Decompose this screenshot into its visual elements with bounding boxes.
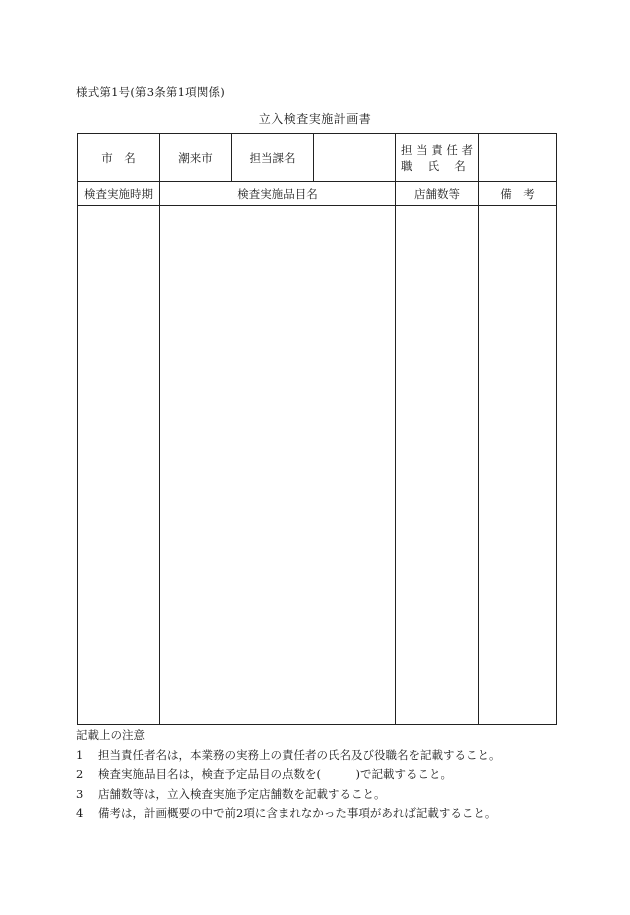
note-item bbox=[76, 746, 501, 766]
note-item bbox=[76, 785, 501, 805]
notes-section bbox=[76, 726, 501, 824]
responsible-value-cell[interactable] bbox=[479, 134, 557, 182]
responsible-label-line2: 職 氏 名 bbox=[400, 158, 466, 173]
note-number: 2 bbox=[76, 767, 84, 781]
col-header-period: 検査実施時期 bbox=[78, 182, 160, 206]
col-header-items: 検査実施品目名 bbox=[160, 182, 396, 206]
inspection-plan-table bbox=[77, 133, 557, 725]
form-number-label: 様式第1号(第3条第1項関係) bbox=[76, 85, 225, 99]
note-item bbox=[76, 765, 501, 785]
remarks-entry-cell[interactable] bbox=[479, 206, 557, 725]
note-number: 3 bbox=[76, 786, 84, 801]
note-number: 1 bbox=[76, 747, 84, 762]
dept-label-cell: 担当課名 bbox=[232, 134, 314, 182]
col-header-stores: 店舗数等 bbox=[396, 182, 479, 206]
responsible-label-line1: 担 当 責 任 者 bbox=[400, 142, 474, 157]
note-item bbox=[76, 804, 501, 824]
stores-entry-cell[interactable] bbox=[396, 206, 479, 725]
city-label-cell: 市 名 bbox=[78, 134, 160, 182]
dept-value-cell[interactable] bbox=[314, 134, 396, 182]
column-header-row bbox=[78, 182, 557, 206]
period-entry-cell[interactable] bbox=[78, 206, 160, 725]
col-header-remarks: 備 考 bbox=[479, 182, 557, 206]
note-number: 4 bbox=[76, 806, 84, 820]
table-header-row bbox=[78, 134, 557, 182]
responsible-label-cell bbox=[396, 134, 479, 182]
items-entry-cell[interactable] bbox=[160, 206, 396, 725]
document-title: 立入検査実施計画書 bbox=[258, 112, 372, 126]
note-text: 店舗数等は，立入検査実施予定店舗数を記載すること。 bbox=[98, 786, 386, 801]
notes-heading: 記載上の注意 bbox=[76, 728, 145, 742]
note-text: 担当責任者名は，本業務の実務上の責任者の氏名及び役職名を記載すること。 bbox=[98, 747, 501, 762]
table-body-row bbox=[78, 206, 557, 725]
city-value-cell[interactable]: 潮来市 bbox=[160, 134, 232, 182]
note-text: 検査実施品目名は，検査予定品目の点数を( )で記載すること。 bbox=[98, 767, 452, 781]
note-text: 備考は，計画概要の中で前2項に含まれなかった事項があれば記載すること。 bbox=[98, 806, 497, 820]
